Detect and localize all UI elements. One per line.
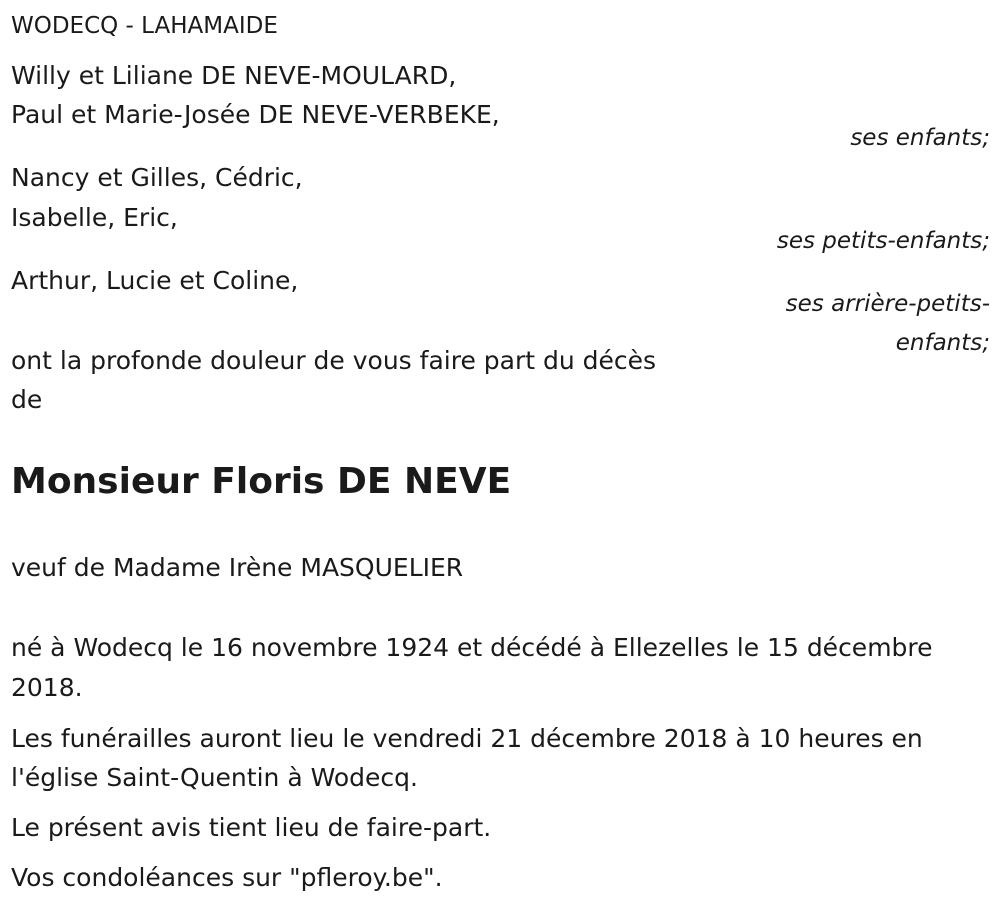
- notice-line: Le présent avis tient lieu de faire-part.: [11, 813, 492, 842]
- condolences-line: Vos condoléances sur "pfleroy.be".: [11, 863, 443, 892]
- location-header: WODECQ - LAHAMAIDE: [11, 13, 278, 39]
- deceased-name: Monsieur Floris DE NEVE: [11, 461, 512, 502]
- funeral-line-2: l'église Saint-Quentin à Wodecq.: [11, 763, 418, 792]
- children-line-2: Paul et Marie-Josée DE NEVE-VERBEKE,: [11, 100, 500, 129]
- birth-death-line-2: 2018.: [11, 673, 83, 702]
- announcement-line-1: ont la profonde douleur de vous faire part du décès: [11, 346, 657, 375]
- children-label: ses enfants;: [850, 125, 990, 151]
- birth-death-line-1: né à Wodecq le 16 novembre 1924 et décédé à Ellezelles le 15 décembre: [11, 633, 933, 662]
- great-grandchildren-line: Arthur, Lucie et Coline,: [11, 266, 299, 295]
- great-grandchildren-label-2: enfants;: [895, 330, 990, 356]
- grandchildren-line-1: Nancy et Gilles, Cédric,: [11, 163, 303, 192]
- children-line-1: Willy et Liliane DE NEVE-MOULARD,: [11, 61, 457, 90]
- announcement-line-2: de: [11, 385, 43, 414]
- grandchildren-label: ses petits-enfants;: [776, 228, 990, 254]
- great-grandchildren-label-1: ses arrière-petits-: [785, 291, 990, 317]
- funeral-line-1: Les funérailles auront lieu le vendredi 21 décembre 2018 à 10 heures en: [11, 724, 923, 753]
- widower-line: veuf de Madame Irène MASQUELIER: [11, 553, 464, 582]
- grandchildren-line-2: Isabelle, Eric,: [11, 203, 178, 232]
